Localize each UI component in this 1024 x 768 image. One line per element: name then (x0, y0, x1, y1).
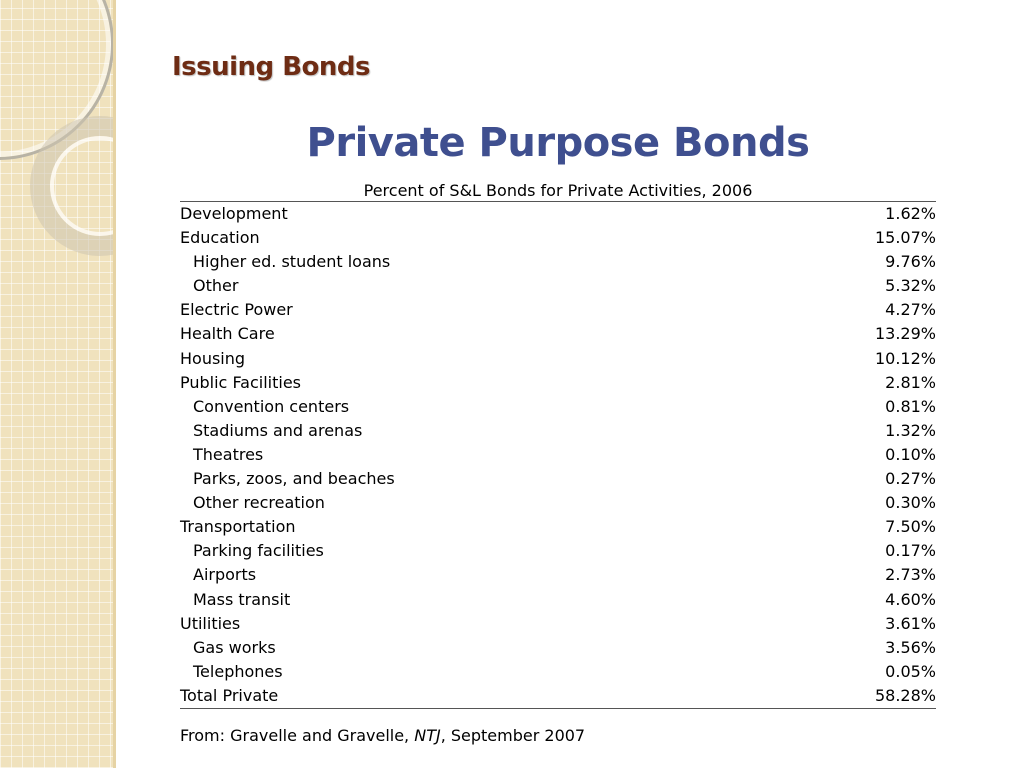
row-value: 0.05% (885, 661, 936, 681)
table-row (180, 274, 936, 298)
row-value: 13.29% (874, 324, 936, 344)
row-label: Stadiums and arenas (193, 420, 363, 440)
row-label: Other (193, 276, 239, 296)
table-row (180, 202, 936, 226)
row-label: Mass transit (193, 589, 291, 609)
table-row (180, 491, 936, 515)
table-row (180, 419, 936, 443)
source-journal: NTJ (414, 726, 441, 745)
row-label: Education (180, 228, 260, 248)
row-value: 1.32% (885, 420, 936, 440)
row-value: 0.10% (885, 444, 936, 464)
table-row (180, 660, 936, 684)
row-value: 3.56% (885, 637, 936, 657)
row-label: Parks, zoos, and beaches (193, 469, 395, 489)
row-label: Housing (180, 348, 246, 368)
slide-title: Private Purpose Bonds (306, 120, 810, 166)
row-value: 1.62% (885, 204, 936, 223)
bond-table (180, 180, 936, 709)
row-label: Health Care (180, 324, 275, 344)
table-row (180, 322, 936, 346)
source-suffix: , September 2007 (440, 726, 586, 745)
row-value: 3.61% (885, 613, 936, 633)
table-row (180, 347, 936, 371)
table-row (180, 467, 936, 491)
row-value: 2.81% (885, 372, 936, 392)
row-label: Electric Power (180, 300, 293, 320)
row-label: Public Facilities (180, 372, 302, 392)
row-label: Telephones (193, 661, 283, 681)
table-row (180, 443, 936, 467)
row-label: Other recreation (193, 493, 325, 513)
table-row (180, 563, 936, 587)
row-label: Higher ed. student loans (193, 252, 391, 272)
row-label: Development (180, 204, 288, 223)
table-body (180, 202, 936, 709)
row-value: 9.76% (885, 252, 936, 272)
row-value: 7.50% (885, 517, 936, 537)
row-value: 0.17% (885, 541, 936, 561)
row-label: Theatres (193, 444, 264, 464)
table-row (180, 612, 936, 636)
row-value: 0.27% (885, 469, 936, 489)
row-value: 0.30% (885, 493, 936, 513)
table-row (180, 371, 936, 395)
table-total-row (180, 684, 936, 709)
table-row (180, 226, 936, 250)
row-label: Parking facilities (193, 541, 324, 561)
table-row (180, 250, 936, 274)
row-label: Convention centers (193, 396, 350, 416)
row-value: 4.60% (885, 589, 936, 609)
row-value: 2.73% (885, 565, 936, 585)
section-title: Issuing Bonds (172, 52, 370, 82)
row-value: 0.81% (885, 396, 936, 416)
decorative-side-band (0, 0, 113, 768)
source-citation (180, 726, 585, 745)
table-row (180, 298, 936, 322)
table-caption: Percent of S&L Bonds for Private Activities, 2006 (180, 180, 936, 202)
row-label: Transportation (180, 517, 296, 537)
row-value: 4.27% (885, 300, 936, 320)
table-row (180, 515, 936, 539)
row-label: Total Private (180, 685, 279, 705)
side-band-edge (113, 0, 116, 768)
source-prefix: From: Gravelle and Gravelle, (180, 726, 415, 745)
row-label: Gas works (193, 637, 276, 657)
row-value: 15.07% (874, 228, 936, 248)
table-row (180, 588, 936, 612)
table-row (180, 395, 936, 419)
row-value: 10.12% (874, 348, 936, 368)
row-value: 5.32% (885, 276, 936, 296)
row-label: Utilities (180, 613, 241, 633)
table-row (180, 636, 936, 660)
row-value: 58.28% (874, 685, 936, 705)
table-row (180, 539, 936, 563)
row-label: Airports (193, 565, 257, 585)
